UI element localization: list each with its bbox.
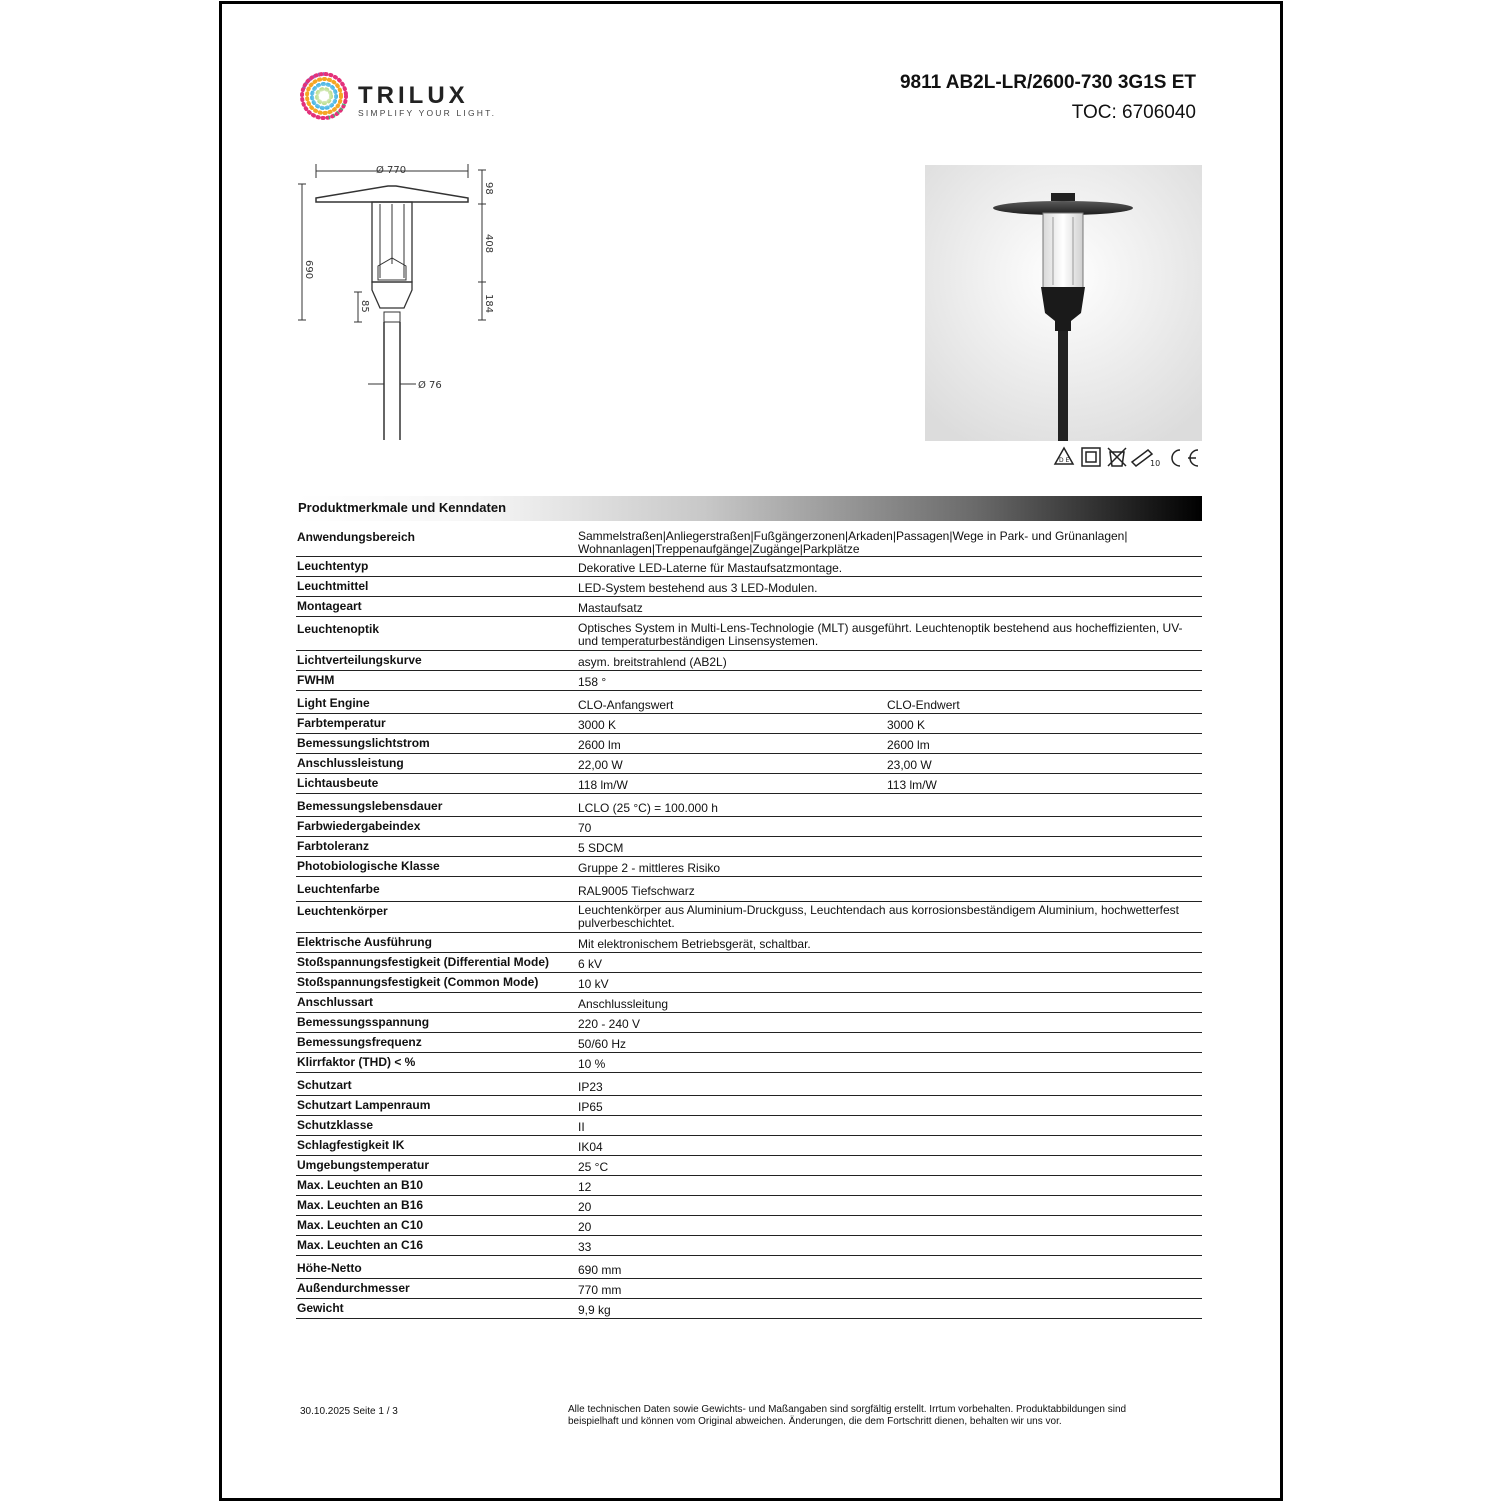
spec-label: Anwendungsbereich	[297, 530, 416, 544]
spec-row	[296, 1298, 1202, 1319]
svg-text:10: 10	[1150, 459, 1161, 468]
spec-value: 33	[578, 1240, 592, 1254]
spec-label: Schutzklasse	[297, 1118, 374, 1132]
spec-row	[296, 932, 1202, 953]
section-title: Produktmerkmale und Kenndaten	[298, 500, 507, 515]
spec-value-end: 23,00 W	[887, 758, 932, 772]
spec-row	[296, 619, 1202, 651]
spec-value: Gruppe 2 - mittleres Risiko	[578, 861, 721, 875]
protection-class-ii-icon	[1082, 448, 1100, 466]
spec-value: Anschlussleitung	[578, 997, 669, 1011]
spec-value: 25 °C	[578, 1160, 609, 1174]
spec-label: Leuchtentyp	[297, 559, 369, 573]
spec-value: Optisches System in Multi-Lens-Technologie (MLT) ausgeführt. Leuchtenoptik bestehend aus hocheffizienten, UV- und temperaturbeständigen Linsensystemen.	[578, 621, 1183, 648]
spec-value: LCLO (25 °C) = 100.000 h	[578, 801, 718, 815]
spec-value: 9,9 kg	[578, 1303, 611, 1317]
spec-value: asym. breitstrahlend (AB2L)	[578, 655, 727, 669]
dim-head-label: 98	[483, 182, 494, 195]
spec-row	[296, 527, 1202, 557]
dim-height-label: 690	[303, 260, 314, 280]
spec-label: Anschlussart	[297, 995, 374, 1009]
spec-label: FWHM	[297, 673, 335, 687]
spec-value-end: CLO-Endwert	[887, 698, 960, 712]
dim-pipe-label: Ø 76	[418, 380, 442, 391]
spec-value: RAL9005 Tiefschwarz	[578, 884, 695, 898]
spec-label: Bemessungsspannung	[297, 1015, 430, 1029]
spec-row	[296, 556, 1202, 577]
spec-row	[296, 879, 1202, 902]
spec-label: Schutzart Lampenraum	[297, 1098, 431, 1112]
svg-text:D E: D E	[1059, 457, 1070, 464]
product-photo	[925, 165, 1202, 441]
spec-value: 220 - 240 V	[578, 1017, 641, 1031]
spec-label: Außendurchmesser	[297, 1281, 410, 1295]
ik10-icon	[1132, 450, 1160, 468]
footer-disclaimer: Alle technischen Daten sowie Gewichts- und Maßangaben sind sorgfältig erstellt. Irrtum vorbehalten. Produktabbildungen sind beispielhaft und können vom Original abweichen. Änderungen, die dem Fortschritt dienen, behalten wir uns vor.	[568, 1404, 1127, 1427]
spec-row	[296, 1215, 1202, 1236]
spec-value: 20	[578, 1200, 592, 1214]
technical-drawing	[292, 160, 512, 445]
product-code: 9811 AB2L-LR/2600-730 3G1S ET	[899, 72, 1196, 93]
spec-label: Photobiologische Klasse	[297, 859, 440, 873]
ce-mark-icon	[1172, 450, 1198, 466]
spec-label: Farbtoleranz	[297, 839, 370, 853]
spec-value: 3000 K	[578, 718, 617, 732]
spec-row	[296, 796, 1202, 817]
spec-value: 10 kV	[578, 977, 609, 991]
spec-value-end: 113 lm/W	[887, 778, 937, 792]
spec-row	[296, 713, 1202, 734]
dim-body-label: 408	[483, 234, 494, 254]
spec-label: Höhe-Netto	[297, 1261, 362, 1275]
spec-label: Bemessungslichtstrom	[297, 736, 430, 750]
spec-value: Leuchtenkörper aus Aluminium-Druckguss, Leuchtendach aus korrosionsbeständigem Aluminium, hochwetterfest pulverbeschichtet.	[578, 903, 1179, 930]
spec-row	[296, 1195, 1202, 1216]
spec-row	[296, 693, 1202, 714]
spec-value: 20	[578, 1220, 592, 1234]
spec-row	[296, 816, 1202, 837]
spec-label: Stoßspannungsfestigkeit (Common Mode)	[297, 975, 539, 989]
spec-row	[296, 1175, 1202, 1196]
spec-value: 70	[578, 821, 592, 835]
spec-row	[296, 733, 1202, 754]
spec-row	[296, 1278, 1202, 1299]
spec-row	[296, 992, 1202, 1013]
spec-label: Montageart	[297, 599, 362, 613]
enec-icon	[1055, 448, 1073, 464]
spec-row	[296, 1235, 1202, 1256]
spec-row	[296, 1155, 1202, 1176]
spec-row	[296, 1135, 1202, 1156]
spec-value: 2600 lm	[578, 738, 621, 752]
spec-value: 50/60 Hz	[578, 1037, 627, 1051]
spec-row	[296, 670, 1202, 691]
spec-value: 6 kV	[578, 957, 603, 971]
spec-label: Light Engine	[297, 696, 370, 710]
spec-label: Anschlussleistung	[297, 756, 404, 770]
spec-row	[296, 901, 1202, 933]
spec-value: 770 mm	[578, 1283, 622, 1297]
section-header	[296, 496, 1202, 521]
toc-number: TOC: 6706040	[1071, 102, 1196, 123]
spec-label: Gewicht	[297, 1301, 344, 1315]
spec-label: Max. Leuchten an C10	[297, 1218, 424, 1232]
logo-sphere-icon	[296, 68, 352, 124]
spec-label: Farbtemperatur	[297, 716, 386, 730]
spec-label: Umgebungstemperatur	[297, 1158, 430, 1172]
spec-label: Elektrische Ausführung	[297, 935, 432, 949]
spec-row	[296, 650, 1202, 671]
spec-label: Leuchtenfarbe	[297, 882, 380, 896]
spec-value: 118 lm/W	[578, 778, 628, 792]
spec-row	[296, 773, 1202, 794]
spec-row	[296, 952, 1202, 973]
spec-row	[296, 972, 1202, 993]
spec-label: Farbwiedergabeindex	[297, 819, 421, 833]
spec-label: Bemessungsfrequenz	[297, 1035, 422, 1049]
spec-label: Leuchtmittel	[297, 579, 369, 593]
spec-row	[296, 836, 1202, 857]
spec-row	[296, 1052, 1202, 1073]
spec-value-end: 3000 K	[887, 718, 926, 732]
spec-value: 158 °	[578, 675, 607, 689]
dim-diameter-label: Ø 770	[376, 165, 407, 176]
spec-value: Sammelstraßen|Anliegerstraßen|Fußgängerzonen|Arkaden|Passagen|Wege in Park- und Grünanlagen| Wohnanlagen|Treppenaufgänge|Zugänge|Parkplätze	[578, 529, 1128, 556]
spec-row	[296, 753, 1202, 774]
spec-value: 10 %	[578, 1057, 606, 1071]
dim-base-label: 184	[483, 294, 494, 314]
spec-value: 12	[578, 1180, 592, 1194]
spec-row	[296, 1012, 1202, 1033]
certification-marks	[1052, 444, 1204, 470]
spec-value: Mit elektronischem Betriebsgerät, schaltbar.	[578, 937, 811, 951]
spec-label: Stoßspannungsfestigkeit (Differential Mode)	[297, 955, 550, 969]
logo-brand: TRILUX	[358, 82, 469, 109]
spec-label: Leuchtenoptik	[297, 622, 380, 636]
spec-label: Max. Leuchten an B16	[297, 1198, 424, 1212]
dim-neck-label: 85	[359, 300, 370, 313]
spec-value: II	[578, 1120, 585, 1134]
spec-value: 22,00 W	[578, 758, 623, 772]
spec-row	[296, 1032, 1202, 1053]
footer-date-page: 30.10.2025 Seite 1 / 3	[300, 1406, 398, 1417]
spec-label: Lichtausbeute	[297, 776, 379, 790]
spec-row	[296, 576, 1202, 597]
spec-label: Schlagfestigkeit IK	[297, 1138, 405, 1152]
spec-label: Leuchtenkörper	[297, 904, 388, 918]
spec-value: Mastaufsatz	[578, 601, 643, 615]
spec-value: 5 SDCM	[578, 841, 624, 855]
spec-row	[296, 856, 1202, 877]
spec-value: IP65	[578, 1100, 603, 1114]
spec-label: Schutzart	[297, 1078, 352, 1092]
spec-value: LED-System bestehend aus 3 LED-Modulen.	[578, 581, 818, 595]
spec-label: Klirrfaktor (THD) < %	[297, 1055, 416, 1069]
spec-row	[296, 1095, 1202, 1116]
spec-row	[296, 1075, 1202, 1096]
spec-label: Lichtverteilungskurve	[297, 653, 422, 667]
spec-row	[296, 1115, 1202, 1136]
spec-label: Max. Leuchten an C16	[297, 1238, 424, 1252]
spec-value: IK04	[578, 1140, 603, 1154]
spec-value: Dekorative LED-Laterne für Mastaufsatzmontage.	[578, 561, 843, 575]
logo-tagline: SIMPLIFY YOUR LIGHT.	[358, 108, 497, 118]
spec-label: Bemessungslebensdauer	[297, 799, 443, 813]
spec-value: CLO-Anfangswert	[578, 698, 674, 712]
spec-value: 690 mm	[578, 1263, 622, 1277]
spec-value-end: 2600 lm	[887, 738, 930, 752]
spec-value: IP23	[578, 1080, 603, 1094]
spec-label: Max. Leuchten an B10	[297, 1178, 424, 1192]
spec-row	[296, 1258, 1202, 1279]
trilux-logo	[296, 68, 506, 124]
weee-bin-icon	[1108, 448, 1126, 466]
spec-row	[296, 596, 1202, 617]
